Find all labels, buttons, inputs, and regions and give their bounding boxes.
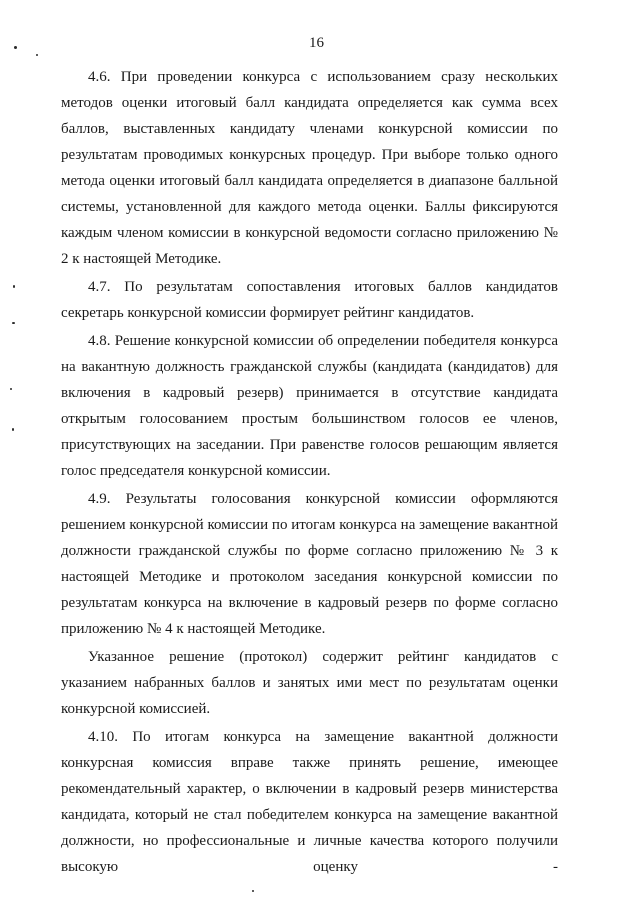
paragraph-4-7: 4.7. По результатам сопоставления итоговых баллов кандидатов секретарь конкурсной комиссии формирует рейтинг кандидатов. [61,279,558,321]
scan-speck [13,285,15,288]
scan-speck [14,46,17,49]
body-text [61,64,558,880]
scan-speck [12,428,14,431]
paragraph-4-6: 4.6. При проведении конкурса с использованием сразу нескольких методов оценки итоговый балл кандидата определяется как сумма всех баллов, выставленных кандидату членами конкурсной комиссии по результатам проводимых конкурсных процедур. При выборе только одного метода оценки итоговый балл кандидата определяется в диапазоне балльной системы, установленной для каждого метода оценки. Баллы фиксируются каждым членом комиссии в конкурсной ведомости согласно приложению № 2 к настоящей Методике. [61,69,558,267]
paragraph-4-8: 4.8. Решение конкурсной комиссии об определении победителя конкурса на вакантную должность гражданской службы (кандидата (кандидатов) для включения в кадровый резерв) принимается в отсутствие кандидата открытым голосованием простым большинством голосов ее членов, присутствующих на заседании. При равенстве голосов решающим является голос председателя конкурсной комиссии. [61,333,558,479]
scan-speck [36,54,38,56]
page-number: 16 [309,35,324,51]
paragraph-4-10: 4.10. По итогам конкурса на замещение вакантной должности конкурсная комиссия вправе также принять решение, имеющее рекомендательный характер, о включении в кадровый резерв министерства кандидата, который не стал победителем конкурса на замещение вакантной должности, но профессиональные и личные качества которого получили высокую оценку - [61,729,558,875]
paragraph-4-9-note: Указанное решение (протокол) содержит рейтинг кандидатов с указанием набранных баллов и занятых ими мест по результатам оценки конкурсной комиссией. [61,649,558,717]
paragraph-4-9: 4.9. Результаты голосования конкурсной комиссии оформляются решением конкурсной комиссии по итогам конкурса на замещение вакантной должности гражданской службы по форме согласно приложению № 3 к настоящей Методике и протоколом заседания конкурсной комиссии по результатам конкурса на включение в кадровый резерв по форме согласно приложению № 4 к настоящей Методике. [61,491,558,637]
scan-speck [12,322,15,324]
scan-speck [10,388,12,390]
scan-speck [252,890,254,892]
